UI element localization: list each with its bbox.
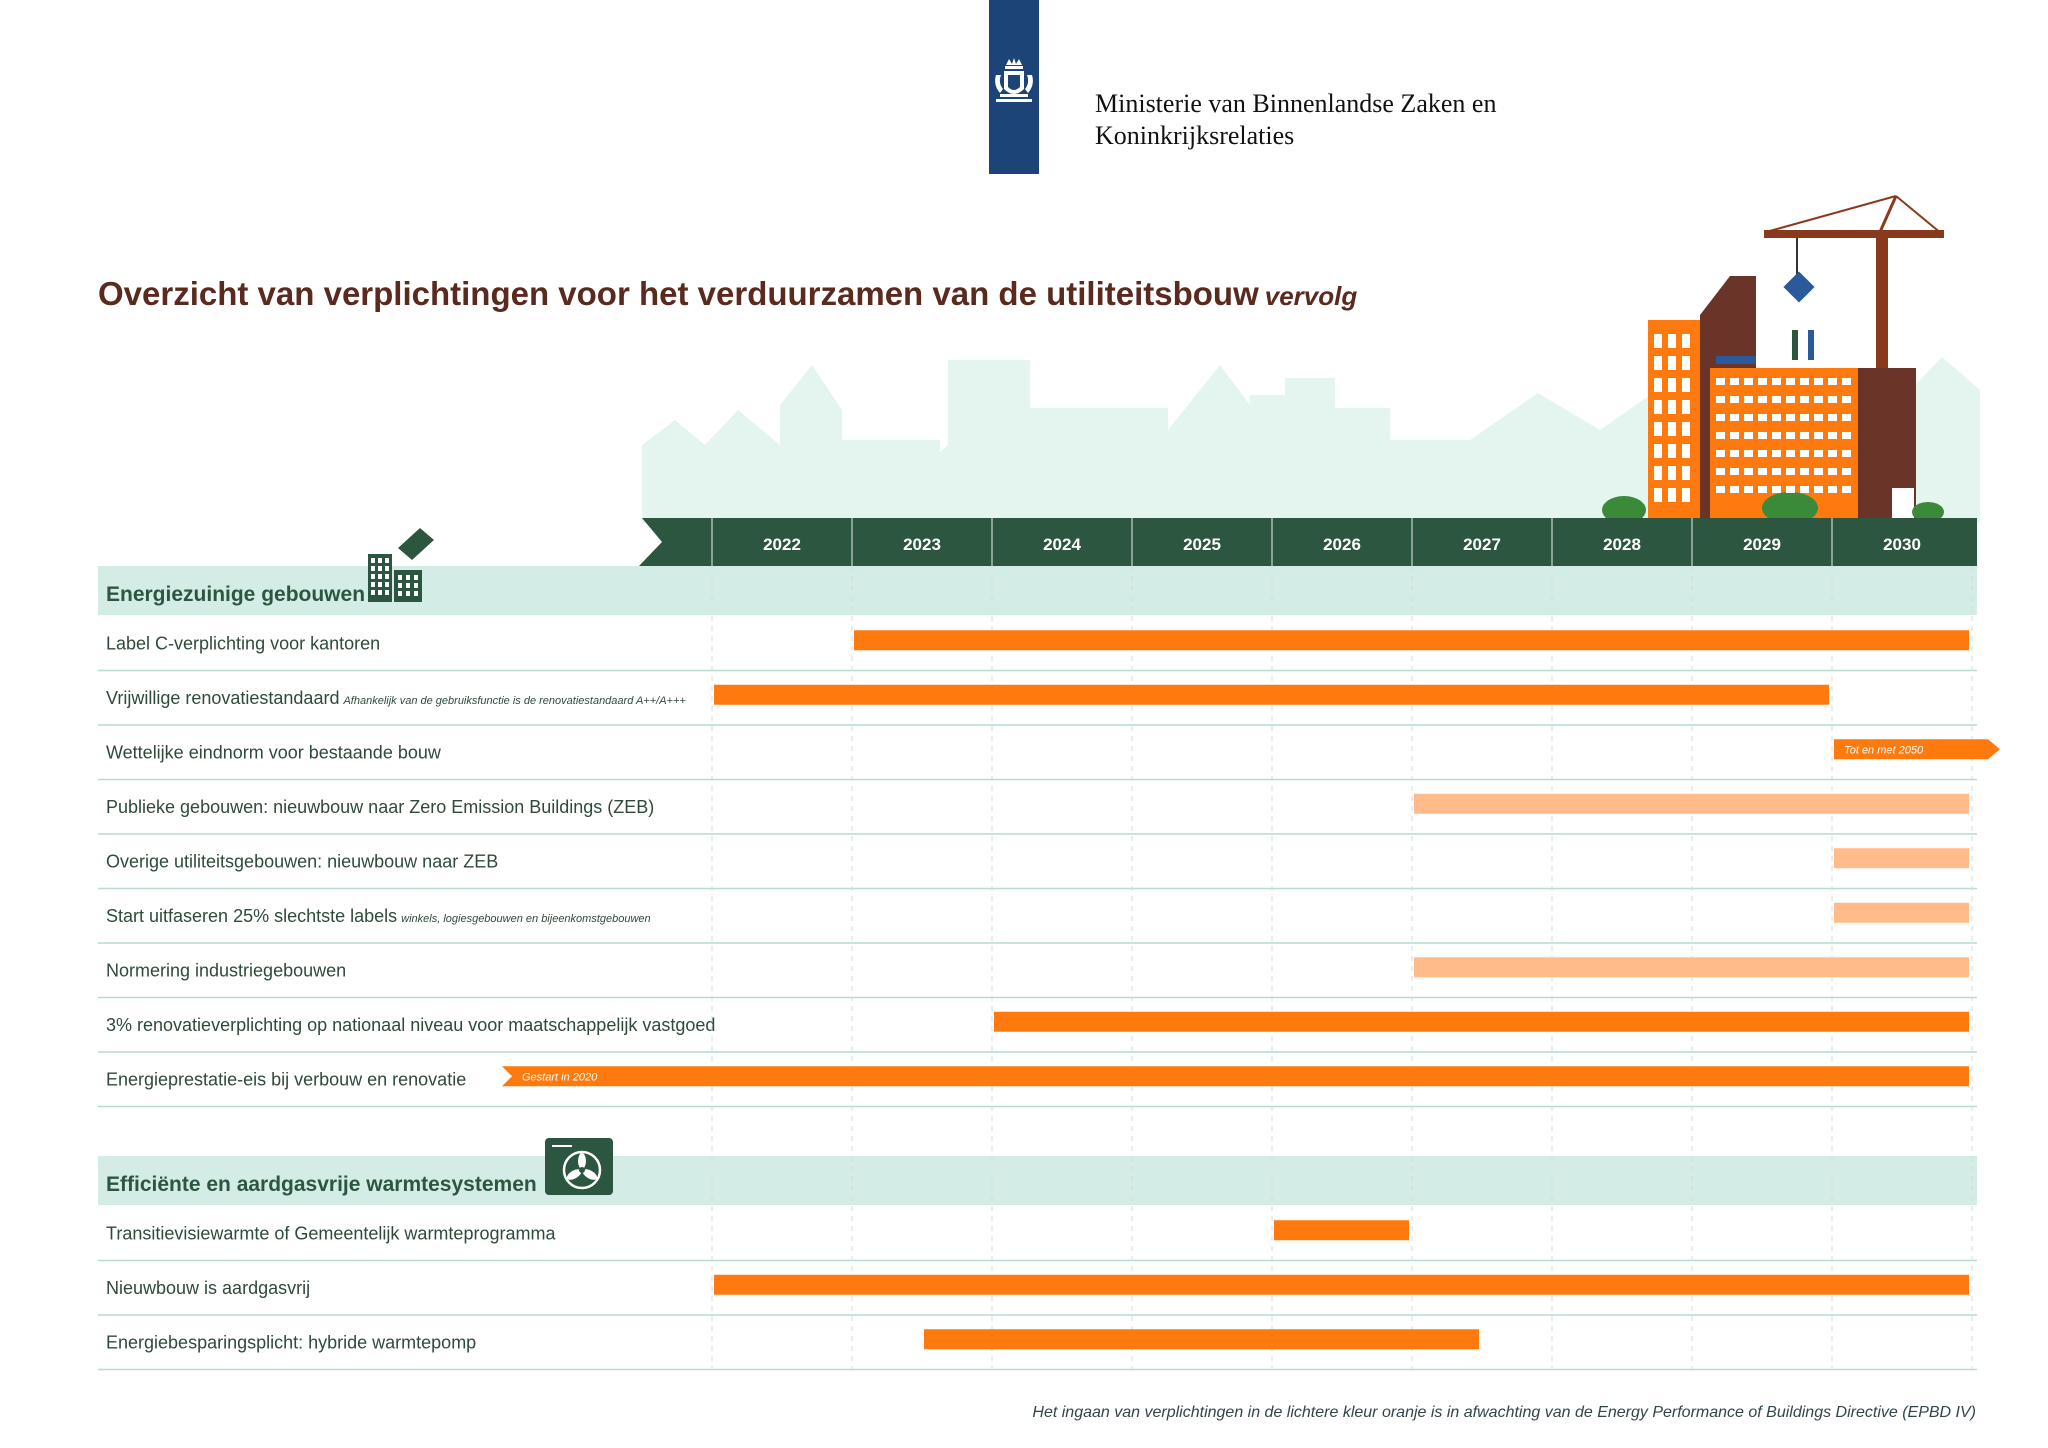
window bbox=[1828, 468, 1837, 475]
task-note: winkels, logiesgebouwen en bijeenkomstgebouwen bbox=[401, 912, 651, 925]
task-label-text: Start uitfaseren 25% slechtste labels bbox=[106, 905, 398, 926]
window bbox=[1814, 378, 1823, 385]
x-tick-label-2027: 2027 bbox=[1463, 535, 1501, 554]
window bbox=[1682, 378, 1690, 392]
window bbox=[1682, 466, 1690, 480]
window bbox=[1730, 432, 1739, 439]
task-label bbox=[106, 1223, 556, 1243]
task-bar bbox=[1414, 794, 1969, 814]
task-bar bbox=[854, 630, 1969, 650]
task-bar bbox=[502, 1066, 1969, 1086]
window bbox=[1786, 468, 1795, 475]
window bbox=[1772, 468, 1781, 475]
worker-left bbox=[1792, 330, 1798, 360]
chart-rows bbox=[98, 528, 1977, 1370]
window bbox=[1786, 432, 1795, 439]
window bbox=[1668, 378, 1676, 392]
crane-jib bbox=[1764, 230, 1944, 238]
window bbox=[1668, 400, 1676, 414]
window bbox=[1730, 450, 1739, 457]
crane-cable-front bbox=[1766, 196, 1896, 232]
window bbox=[1716, 432, 1725, 439]
window bbox=[1828, 450, 1837, 457]
crane-construction-illustration bbox=[1602, 196, 1944, 524]
window bbox=[1758, 396, 1767, 403]
window bbox=[1842, 396, 1851, 403]
task-label-text: Wettelijke eindnorm voor bestaande bouw bbox=[106, 742, 441, 763]
task-bar bbox=[714, 685, 1829, 705]
window bbox=[1800, 450, 1809, 457]
window bbox=[1800, 414, 1809, 421]
task-label-text: Normering industriegebouwen bbox=[106, 960, 347, 981]
window bbox=[1730, 414, 1739, 421]
window bbox=[1758, 450, 1767, 457]
window bbox=[1654, 488, 1662, 502]
window bbox=[1668, 444, 1676, 458]
window bbox=[1842, 378, 1851, 385]
x-tick-label-2022: 2022 bbox=[763, 535, 801, 554]
window bbox=[1800, 378, 1809, 385]
window bbox=[1668, 356, 1676, 370]
window bbox=[1814, 396, 1823, 403]
task-label-text: 3% renovatieverplichting op nationaal niveau voor maatschappelijk vastgoed bbox=[106, 1014, 716, 1035]
task-label-text: Label C-verplichting voor kantoren bbox=[106, 633, 381, 654]
window bbox=[1800, 396, 1809, 403]
window bbox=[1682, 356, 1690, 370]
window bbox=[1654, 378, 1662, 392]
x-tick-label-2026: 2026 bbox=[1323, 535, 1361, 554]
window bbox=[1716, 450, 1725, 457]
window bbox=[1772, 450, 1781, 457]
window bbox=[1668, 466, 1676, 480]
heat-pump-fan-icon bbox=[545, 1138, 613, 1195]
task-label bbox=[106, 906, 651, 926]
task-label bbox=[106, 797, 654, 817]
x-tick-label-2025: 2025 bbox=[1183, 535, 1221, 554]
window bbox=[1772, 486, 1781, 493]
task-label bbox=[106, 1278, 310, 1298]
task-label-text: Vrijwillige renovatiestandaard bbox=[106, 687, 340, 708]
window bbox=[1772, 414, 1781, 421]
ministry-name-line2: Koninkrijksrelaties bbox=[1095, 121, 1295, 150]
worker-right bbox=[1808, 330, 1814, 360]
crane-tie bbox=[1880, 196, 1896, 232]
window bbox=[1828, 486, 1837, 493]
window bbox=[1842, 414, 1851, 421]
task-bar bbox=[1834, 848, 1969, 868]
window bbox=[1654, 356, 1662, 370]
window bbox=[1814, 432, 1823, 439]
window bbox=[1730, 468, 1739, 475]
x-tick-label-2024: 2024 bbox=[1043, 535, 1081, 554]
window bbox=[1842, 450, 1851, 457]
bar-end-label: Tot en met 2050 bbox=[1844, 744, 1924, 757]
window bbox=[1682, 400, 1690, 414]
window bbox=[1668, 422, 1676, 436]
task-label-text: Energieprestatie-eis bij verbouw en renovatie bbox=[106, 1069, 467, 1090]
window bbox=[1800, 432, 1809, 439]
window bbox=[1828, 396, 1837, 403]
window bbox=[1716, 468, 1725, 475]
window bbox=[1730, 486, 1739, 493]
window bbox=[1814, 450, 1823, 457]
window bbox=[1772, 432, 1781, 439]
task-bar bbox=[994, 1012, 1969, 1032]
window bbox=[1744, 432, 1753, 439]
task-label bbox=[106, 688, 686, 708]
window bbox=[1730, 396, 1739, 403]
window bbox=[1814, 486, 1823, 493]
window bbox=[1814, 414, 1823, 421]
x-tick-label-2023: 2023 bbox=[903, 535, 941, 554]
task-bar bbox=[1274, 1220, 1409, 1240]
window bbox=[1654, 334, 1662, 348]
page-title-main: Overzicht van verplichtingen voor het verduurzamen van de utiliteitsbouw bbox=[98, 275, 1259, 312]
window bbox=[1744, 450, 1753, 457]
window bbox=[1744, 414, 1753, 421]
task-label-text: Nieuwbouw is aardgasvrij bbox=[106, 1277, 311, 1298]
task-label bbox=[106, 960, 346, 980]
window bbox=[1786, 486, 1795, 493]
window bbox=[1828, 378, 1837, 385]
crane-mast bbox=[1876, 235, 1888, 375]
task-label-text: Overige utiliteitsgebouwen: nieuwbouw naar ZEB bbox=[106, 851, 499, 872]
window bbox=[1668, 488, 1676, 502]
window bbox=[1786, 378, 1795, 385]
task-label-text: Energiebesparingsplicht: hybride warmtepomp bbox=[106, 1332, 477, 1353]
window bbox=[1800, 486, 1809, 493]
window bbox=[1772, 378, 1781, 385]
window bbox=[1842, 468, 1851, 475]
window bbox=[1744, 396, 1753, 403]
section-title: Energiezuinige gebouwen bbox=[106, 583, 366, 606]
window bbox=[1654, 400, 1662, 414]
task-label-text: Transitievisiewarmte of Gemeentelijk warmteprogramma bbox=[106, 1223, 556, 1244]
task-label-text: Publieke gebouwen: nieuwbouw naar Zero Emission Buildings (ZEB) bbox=[106, 796, 655, 817]
task-label bbox=[106, 742, 442, 762]
solar-panel bbox=[1716, 356, 1756, 364]
window bbox=[1654, 444, 1662, 458]
year-axis bbox=[639, 518, 1977, 566]
window bbox=[1800, 468, 1809, 475]
window bbox=[1716, 378, 1725, 385]
chart-bars bbox=[502, 630, 2000, 1349]
section-title: Efficiënte en aardgasvrije warmtesystemen bbox=[106, 1173, 537, 1196]
window bbox=[1786, 450, 1795, 457]
window bbox=[1814, 468, 1823, 475]
window bbox=[1758, 486, 1767, 493]
window bbox=[1758, 414, 1767, 421]
window bbox=[1730, 378, 1739, 385]
window bbox=[1828, 414, 1837, 421]
x-tick-label-2029: 2029 bbox=[1743, 535, 1781, 554]
bar-start-label: Gestart in 2020 bbox=[522, 1071, 598, 1084]
window bbox=[1654, 466, 1662, 480]
window bbox=[1744, 486, 1753, 493]
window bbox=[1744, 378, 1753, 385]
task-bar bbox=[1834, 903, 1969, 923]
window bbox=[1758, 378, 1767, 385]
page-title-suffix: vervolg bbox=[1264, 281, 1358, 311]
task-bar bbox=[714, 1275, 1969, 1295]
task-label bbox=[106, 851, 498, 871]
task-label bbox=[106, 1069, 466, 1089]
window bbox=[1682, 444, 1690, 458]
footnote: Het ingaan van verplichtingen in de lichtere kleur oranje is in afwachting van de Energy Performance of Buildings Directive (EPBD IV) bbox=[1032, 1404, 1976, 1421]
window bbox=[1842, 432, 1851, 439]
window bbox=[1786, 414, 1795, 421]
crane-load bbox=[1783, 271, 1814, 302]
building-door bbox=[1892, 488, 1914, 520]
window bbox=[1654, 422, 1662, 436]
window bbox=[1828, 432, 1837, 439]
window bbox=[1758, 468, 1767, 475]
task-label bbox=[106, 1015, 715, 1035]
window bbox=[1842, 486, 1851, 493]
task-bar bbox=[1414, 957, 1969, 977]
window bbox=[1744, 468, 1753, 475]
window bbox=[1682, 422, 1690, 436]
crane-cable-back bbox=[1896, 196, 1942, 234]
ministry-name-line1: Ministerie van Binnenlandse Zaken en bbox=[1095, 89, 1497, 118]
window bbox=[1716, 486, 1725, 493]
task-bar bbox=[924, 1329, 1479, 1349]
task-note: Afhankelijk van de gebruiksfunctie is de renovatiestandaard A++/A+++ bbox=[343, 694, 686, 707]
task-label bbox=[106, 633, 380, 653]
window bbox=[1758, 432, 1767, 439]
window bbox=[1682, 334, 1690, 348]
window bbox=[1716, 414, 1725, 421]
window bbox=[1682, 488, 1690, 502]
window bbox=[1786, 396, 1795, 403]
task-label bbox=[106, 1332, 476, 1352]
x-tick-label-2028: 2028 bbox=[1603, 535, 1641, 554]
window bbox=[1772, 396, 1781, 403]
x-tick-label-2030: 2030 bbox=[1883, 535, 1921, 554]
window bbox=[1668, 334, 1676, 348]
window bbox=[1716, 396, 1725, 403]
